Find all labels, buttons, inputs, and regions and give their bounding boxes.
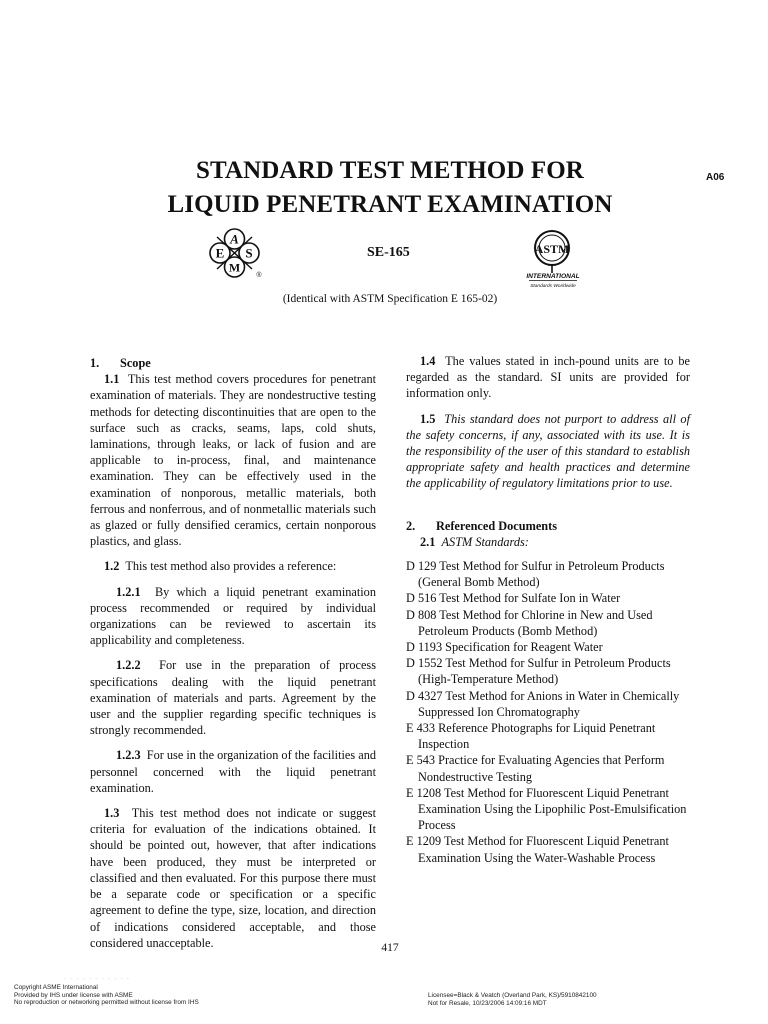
section-1-heading xyxy=(90,355,376,371)
footer-licensee xyxy=(428,992,597,1007)
reference-item: E 1208 Test Method for Fluorescent Liquid Penetrant Examination Using the Lipophilic Post-Emulsification Process xyxy=(406,785,687,833)
section-2-heading xyxy=(406,518,690,534)
footer-line: Copyright ASME International xyxy=(14,984,98,991)
footer-line: Not for Resale, 10/23/2006 14:09:16 MDT xyxy=(428,999,547,1007)
paragraph-text: The values stated in inch-pound units are to be regarded as the standard. SI units are provided for information only. xyxy=(406,354,690,401)
asme-logo-letter-a: A xyxy=(230,231,239,247)
paragraph-1-1 xyxy=(90,371,376,549)
paragraph-text: ASTM Standards: xyxy=(441,534,529,549)
paragraph-text: This test method covers procedures for penetrant examination of materials. They are nondestructive testing methods for detecting discontinuities that are open to the surface such as cracks, seams, laps, cold shuts, laminations, through leaks, or lack of fusion and are applicable to in-process, final, and maintenance examination. They can be effectively used in the examination of nonporous, metallic materials, both ferrous and nonferrous, and of nonmetallic materials such as glazed or fully densified ceramics, certain nonporous plastics, and glass. xyxy=(90,372,377,549)
paragraph-number: 1.1 xyxy=(104,372,120,387)
astm-logo xyxy=(524,228,582,290)
reference-item: D 516 Test Method for Sulfate Ion in Water xyxy=(406,591,621,606)
reference-item: E 433 Reference Photographs for Liquid Penetrant Inspection xyxy=(406,721,656,752)
faint-watermark-text: - - - - - - - - - - - xyxy=(64,976,131,983)
paragraph-1-2 xyxy=(90,558,376,574)
paragraph-1-2-2 xyxy=(90,657,376,738)
paragraph-text: By which a liquid penetrant examination process recommended or required by individual organizations can be reviewed to ascertain its applicability and completeness. xyxy=(90,584,376,648)
footer-line: Licensee=Black & Veatch (Overland Park, KS)/5910842100 xyxy=(428,992,597,999)
paragraph-text: This standard does not purport to address all of the safety concerns, if any, associated with its use. It is the responsibility of the user of this standard to establish appropriate safety and health practices and determine the applicability of regulatory limitations prior to use. xyxy=(406,411,690,491)
section-title: Referenced Documents xyxy=(436,518,557,533)
paragraph-1-3 xyxy=(90,805,376,951)
registered-mark: ® xyxy=(256,272,262,279)
paragraph-1-2-3 xyxy=(90,747,376,796)
identical-note: (Identical with ASTM Specification E 165-02) xyxy=(282,293,498,305)
reference-item: E 1209 Test Method for Fluorescent Liquid Penetrant Examination Using the Water-Washable Process xyxy=(406,834,669,865)
right-column xyxy=(406,353,690,866)
astm-logo-label: INTERNATIONAL xyxy=(526,273,580,280)
paragraph-number: 1.4 xyxy=(420,354,436,368)
paragraph-2-1 xyxy=(406,534,690,550)
paragraph-1-4 xyxy=(406,353,690,402)
page-number: 417 xyxy=(381,942,399,954)
reference-item: E 543 Practice for Evaluating Agencies that Perform Nondestructive Testing xyxy=(406,753,665,784)
reference-item: D 129 Test Method for Sulfur in Petroleum Products (General Bomb Method) xyxy=(406,559,665,590)
paragraph-text: For use in the organization of the facilities and personnel concerned with the liquid penetrant examination. xyxy=(90,748,377,795)
paragraph-1-5 xyxy=(406,411,690,492)
paragraph-number: 2.1 xyxy=(420,534,436,549)
paragraph-number: 1.5 xyxy=(420,411,436,426)
reference-list xyxy=(406,558,690,866)
asme-logo-letter-e: E xyxy=(215,245,225,261)
paragraph-text: This test method also provides a reference: xyxy=(125,559,337,574)
asme-logo-letter-m: M xyxy=(228,260,241,275)
section-number: 2. xyxy=(406,518,416,533)
asme-logo-letter-s: S xyxy=(245,245,253,261)
left-column xyxy=(90,355,376,951)
footer-line: No reproduction or networking permitted without license from IHS xyxy=(14,999,199,1007)
footer-line: Provided by IHS under license with ASME xyxy=(14,991,133,999)
reference-item: D 808 Test Method for Chlorine in New and Used Petroleum Products (Bomb Method) xyxy=(406,607,653,638)
footer-copyright xyxy=(14,984,199,1007)
astm-logo-tagline: Standards Worldwide xyxy=(530,284,576,289)
section-number: 1. xyxy=(90,356,100,370)
paragraph-text: For use in the preparation of process specifications dealing with the liquid penetrant examination of materials and parts. Agreement by the user and the supplier regarding specific techniques is strongly recommended. xyxy=(90,658,376,738)
paragraph-number: 1.2.3 xyxy=(116,748,141,763)
paragraph-number: 1.2.2 xyxy=(116,658,141,673)
reference-item: D 1193 Specification for Reagent Water xyxy=(406,640,603,655)
paragraph-number: 1.2 xyxy=(104,559,120,574)
asme-logo xyxy=(206,227,266,279)
page-title-line-2: LIQUID PENETRANT EXAMINATION xyxy=(167,191,613,218)
astm-logo-letters: ASTM xyxy=(534,242,570,256)
paragraph-text: This test method does not indicate or suggest criteria for evaluation of the indications obtained. It should be pointed out, however, that after indications have been produced, they must be interpreted or classified and then evaluated. For this purpose there must be a separate code or specification or a specific agreement to define the type, size, location, and direction of indications considered acceptable, and those considered unacceptable. xyxy=(90,806,376,950)
reference-item: D 1552 Test Method for Sulfur in Petroleum Products (High-Temperature Method) xyxy=(406,656,671,687)
paragraph-1-2-1 xyxy=(90,584,376,649)
section-title: Scope xyxy=(120,356,151,370)
paragraph-number: 1.2.1 xyxy=(116,584,141,599)
page-title-line-1: STANDARD TEST METHOD FOR xyxy=(196,157,584,184)
paragraph-number: 1.3 xyxy=(104,806,120,821)
edition-mark: A06 xyxy=(706,172,725,183)
designation: SE-165 xyxy=(367,245,410,260)
reference-item: D 4327 Test Method for Anions in Water in Chemically Suppressed Ion Chromatography xyxy=(406,688,680,719)
